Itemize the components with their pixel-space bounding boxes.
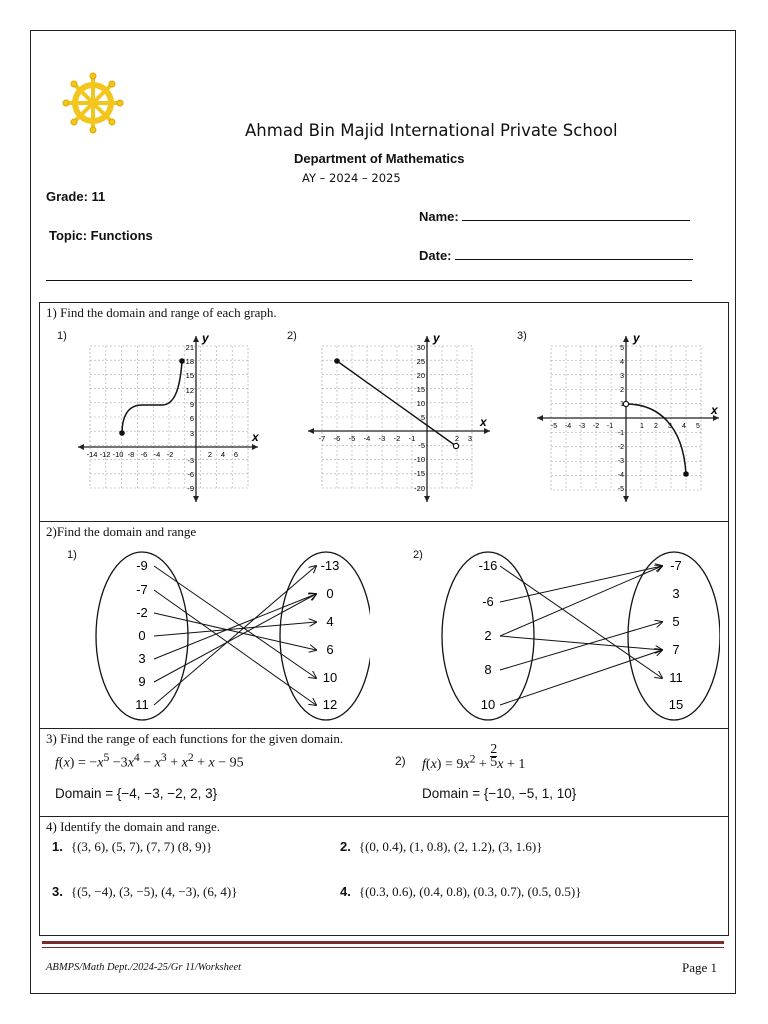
relation-3 [52,883,237,901]
function-2-label: 2) [395,754,406,768]
mapping-1-range-value: 0 [326,586,334,601]
graph-1-y-tick: 15 [185,371,194,380]
mapping-2-domain-value: -16 [478,558,498,573]
mapping-1-arrow [154,613,316,650]
mapping-1-range-value: 12 [322,697,338,712]
relation-2 [340,838,542,856]
graph-1-y-tick: 12 [185,386,194,395]
graph-2-x-tick: -7 [318,434,326,443]
mapping-2-range-oval [628,552,720,720]
graph-2-y-tick: 5 [420,413,425,422]
mapping-2-arrow [500,622,662,670]
grade-label: Grade: 11 [46,189,106,204]
graph-2-x-tick: -5 [348,434,356,443]
date-label: Date: [419,248,452,263]
question-2-title: 2)Find the domain and range [46,524,197,539]
graph-2 [302,330,497,502]
graph-1-y-tick: 3 [189,429,194,438]
mapping-2-arrow [500,566,662,636]
footer-reference: ABMPS/Math Dept./2024-25/Gr 11/Worksheet [46,962,242,973]
mapping-1-domain-value: 9 [138,674,146,689]
header-divider [46,280,692,281]
graph-3-y-tick: 4 [620,359,624,366]
graph-3-x-tick: 3 [668,423,672,430]
topic-label: Topic: Functions [49,228,153,243]
graph-1-start-point [119,430,125,436]
mapping-1-range-oval [280,552,370,720]
graph-3-x-tick: 5 [696,423,700,430]
graph-1-end-point [179,358,185,364]
graph-2-x-tick: -3 [378,434,386,443]
graph-3 [533,330,728,502]
date-blank[interactable] [455,247,693,260]
page-number: Page 1 [682,960,718,975]
graph-2-open-end-point [453,443,458,448]
graph-2-label: 2) [287,330,297,342]
graph-1-y-tick: 6 [189,414,194,423]
graph-2-x-tick: -6 [333,434,341,443]
mapping-1-arrow [154,566,316,705]
mapping-1-arrow [154,594,316,659]
mapping-2-range-value: -7 [670,558,682,573]
graph-1-x-tick: -12 [99,450,111,459]
mapping-2-arrow [500,650,662,705]
graph-1-x-tick: -10 [112,450,124,459]
mapping-1-range-value: -13 [320,558,340,573]
function-2-domain: Domain = {−10, −5, 1, 10} [422,786,577,801]
graph-3-y-tick: 2 [620,387,624,394]
graph-2-y-tick: -15 [414,469,425,478]
mapping-1-domain-value: -2 [136,605,148,620]
graph-1-x-tick: 2 [207,450,213,459]
mapping-2-domain-value: 10 [480,697,496,712]
graph-1-x-tick: 4 [220,450,226,459]
graph-2-y-tick: -20 [414,484,425,493]
graph-3-x-tick: -2 [592,423,600,430]
mapping-2-arrow [500,636,662,650]
mapping-2-range-value: 5 [672,614,680,629]
mapping-1-domain-value: 0 [138,628,146,643]
date-field[interactable] [419,247,693,263]
footer-rule-thin [42,947,724,948]
mapping-1-domain-value: -9 [136,558,148,573]
graph-1-y-tick: 21 [185,343,194,352]
mapping-1-arrow [154,566,316,678]
graph-1-x-tick: 6 [233,450,239,459]
graph-1-x-tick: -8 [127,450,135,459]
graph-3-end-point [683,471,689,477]
mapping-2-range-value: 11 [669,670,683,685]
relation-4-number: 4. [340,884,351,899]
graph-1-curve [122,361,182,433]
mapping-1-range-value: 6 [326,642,334,657]
graph-3-y-tick: 5 [620,345,624,352]
graph-3-x-tick: 1 [640,423,644,430]
graph-1-x-tick: -14 [86,450,98,459]
graph-1-y-tick: -3 [187,456,194,465]
academic-year: AY – 2024 – 2025 [302,171,401,185]
graph-2-y-label: y [433,331,440,345]
graph-3-x-tick: 4 [682,423,686,430]
relation-2-set: {(0, 0.4), (1, 0.8), (2, 1.2), (3, 1.6)} [358,839,543,854]
question-1-title: 1) Find the domain and range of each graph. [46,305,277,320]
graph-2-x-tick: -2 [393,434,401,443]
graph-3-x-tick: 2 [654,423,658,430]
graph-1-y-tick: 9 [189,400,194,409]
mapping-2-domain-value: -6 [482,594,494,609]
mapping-2-range-value: 7 [672,642,680,657]
graph-2-x-tick: -4 [363,434,371,443]
function-1-equation: $f(x) = -x^5 -3x^4 - x^3 + x^2 + x - 95$ [55,751,244,771]
question-4-title: 4) Identify the domain and range. [46,819,220,834]
graph-3-y-tick: -4 [617,472,624,479]
relation-3-number: 3. [52,884,63,899]
graph-1-x-label: x [252,430,259,444]
relation-1-set: {(3, 6), (5, 7), (7, 7) (8, 9)} [70,839,213,854]
question-3-title: 3) Find the range of each functions for the given domain. [46,731,344,746]
mapping-2-label: 2) [413,549,423,561]
graph-2-x-tick: 3 [467,434,473,443]
mapping-1-domain-value: -7 [136,582,148,597]
graph-2-y-tick: 10 [416,399,425,408]
graph-3-y-tick: -1 [617,430,624,437]
mapping-2-range-value: 3 [672,586,680,601]
graph-1-label: 1) [57,330,67,342]
graph-1 [72,330,267,502]
relation-4-set: {(0.3, 0.6), (0.4, 0.8), (0.3, 0.7), (0.5, 0.5)} [358,884,582,899]
graph-3-y-tick: -5 [617,486,624,493]
graph-1-y-tick: -6 [187,470,194,479]
graph-2-x-tick: -1 [408,434,416,443]
name-field[interactable] [419,208,690,224]
function-2-equation: $f(x) = 9x^2$ + $\frac{2}{5}$ x + 1 [422,742,526,772]
graph-2-y-tick: -10 [414,455,425,464]
graph-2-y-tick: 30 [416,343,425,352]
graph-3-y-label: y [633,331,640,345]
graph-1-y-tick: -9 [187,484,194,493]
graph-1-y-label: y [202,331,209,345]
department-name: Department of Mathematics [294,151,465,166]
mapping-1-range-value: 4 [326,614,334,629]
mapping-diagram-1 [90,548,370,726]
relation-3-set: {(5, −4), (3, −5), (4, −3), (6, 4)} [70,884,238,899]
graph-3-x-tick: -4 [564,423,572,430]
graph-3-y-tick: 1 [620,401,624,408]
graph-3-label: 3) [517,330,527,342]
graph-2-x-tick: 2 [454,434,460,443]
footer-rule [42,941,724,944]
mapping-1-domain-value: 11 [135,697,149,712]
graph-2-y-tick: 20 [416,371,425,380]
mapping-2-range-value: 15 [668,697,684,712]
relation-2-number: 2. [340,839,351,854]
relation-1 [52,838,212,856]
mapping-2-domain-value: 2 [484,628,492,643]
relation-1-number: 1. [52,839,63,854]
graph-1-y-tick: 18 [185,357,194,366]
mapping-1-domain-value: 3 [138,651,146,666]
graph-3-y-tick: -2 [617,444,624,451]
graph-3-y-tick: 3 [620,373,624,380]
graph-3-y-tick: -3 [617,458,624,465]
graph-3-x-label: x [711,403,718,417]
graph-1-x-tick: -4 [153,450,161,459]
mapping-1-label: 1) [67,549,77,561]
graph-1-x-tick: -6 [140,450,148,459]
graph-3-x-tick: -1 [606,423,614,430]
graph-2-y-tick: 25 [416,357,425,366]
graph-3-open-start-point [623,401,628,406]
school-logo-icon [62,72,124,134]
name-label: Name: [419,209,459,224]
graph-2-x-label: x [480,415,487,429]
function-1-domain: Domain = {−4, −3, −2, 2, 3} [55,786,218,801]
graph-2-y-tick: -5 [418,441,425,450]
mapping-2-domain-value: 8 [484,662,492,677]
name-blank[interactable] [462,208,690,221]
mapping-diagram-2 [440,548,720,726]
mapping-1-range-value: 10 [322,670,338,685]
graph-3-x-tick: -5 [550,423,558,430]
school-name: Ahmad Bin Majid International Private School [245,121,618,140]
relation-4 [340,883,581,901]
mapping-1-arrow [154,622,316,636]
graph-2-y-tick: 15 [416,385,425,394]
graph-1-x-tick: -2 [166,450,174,459]
graph-2-start-point [334,358,340,364]
graph-3-x-tick: -3 [578,423,586,430]
